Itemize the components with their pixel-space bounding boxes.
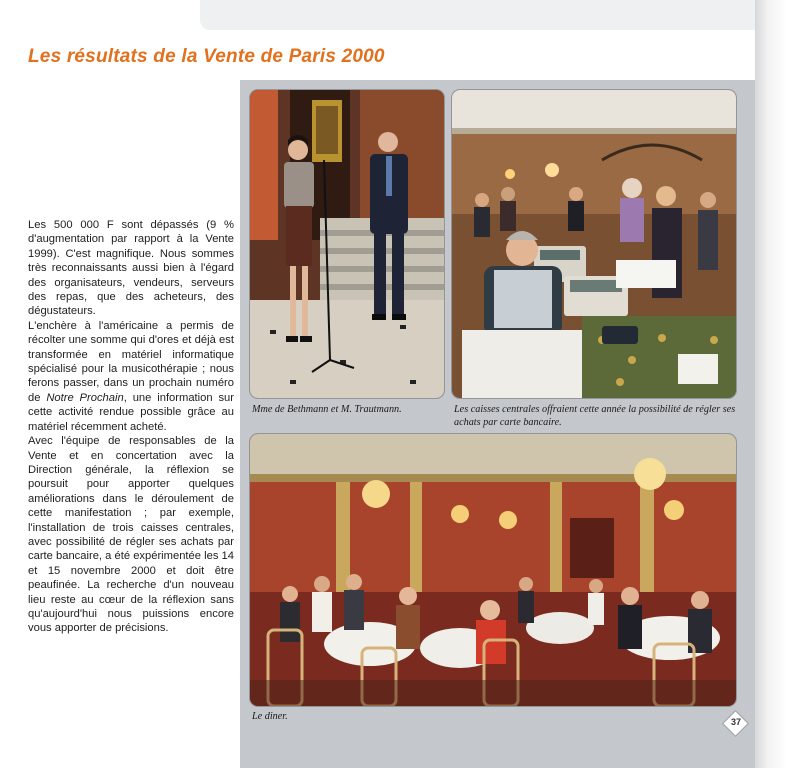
paragraph-auction-end: , une information sur cette activité rendue possible grâce au matériel récemment acheté.: [28, 391, 234, 433]
paragraph-improvements: Avec l'équipe de responsables de la Vente et en concertation avec la Direction générale, la réflexion se poursuit pour apporter quelques améliorations dans le déroulement de cette manifestation ; par exemple, l'installation de trois caisses centrales, avec possibilité de régler ses achats par carte bancaire, a été expérimentée les 14 et 15 novembre 2000 et doit être peaufinée. La recherche d'un nouveau lieu reste au cœur de la réflexion sans qu'aujourd'hui nous puissions encore vous apporter de précisions.: [28, 435, 234, 635]
paragraph-results: Les 500 000 F sont dépassés (9 % d'augmentation par rapport à la Vente 1999). C'est magnifique. Nous sommes très reconnaissants aussi bien à l'égard des organisateurs, vendeurs, serveurs des repas, que des acheteurs, des dégustateurs.: [28, 219, 234, 318]
photo-dinner: [250, 434, 736, 706]
photo-cashiers: [452, 90, 736, 398]
magazine-name: Notre Prochain: [46, 391, 124, 404]
article-body: [28, 218, 234, 636]
page-number-badge: [724, 712, 748, 736]
cashiers-caption: Les caisses centrales offraient cette année la possibilité de régler ses achats par carte bancaire.: [454, 404, 736, 428]
paragraph-auction: [28, 319, 234, 434]
page-edge: [755, 0, 787, 768]
page-number: 37: [730, 717, 741, 727]
article-title: Les résultats de la Vente de Paris 2000: [28, 46, 385, 67]
speakers-caption: Mme de Bethmann et M. Trautmann.: [252, 404, 402, 415]
photo-speakers: [250, 90, 444, 398]
top-strip: [200, 0, 755, 30]
paragraph-auction-start: L'enchère à l'américaine a permis de récolter une somme qui d'ores et déjà est transformée en matériel informatique spécialisé pour la musicothérapie ; nous ferons passer, dans un prochain numéro de: [28, 319, 234, 404]
dinner-caption: Le diner.: [252, 711, 288, 722]
